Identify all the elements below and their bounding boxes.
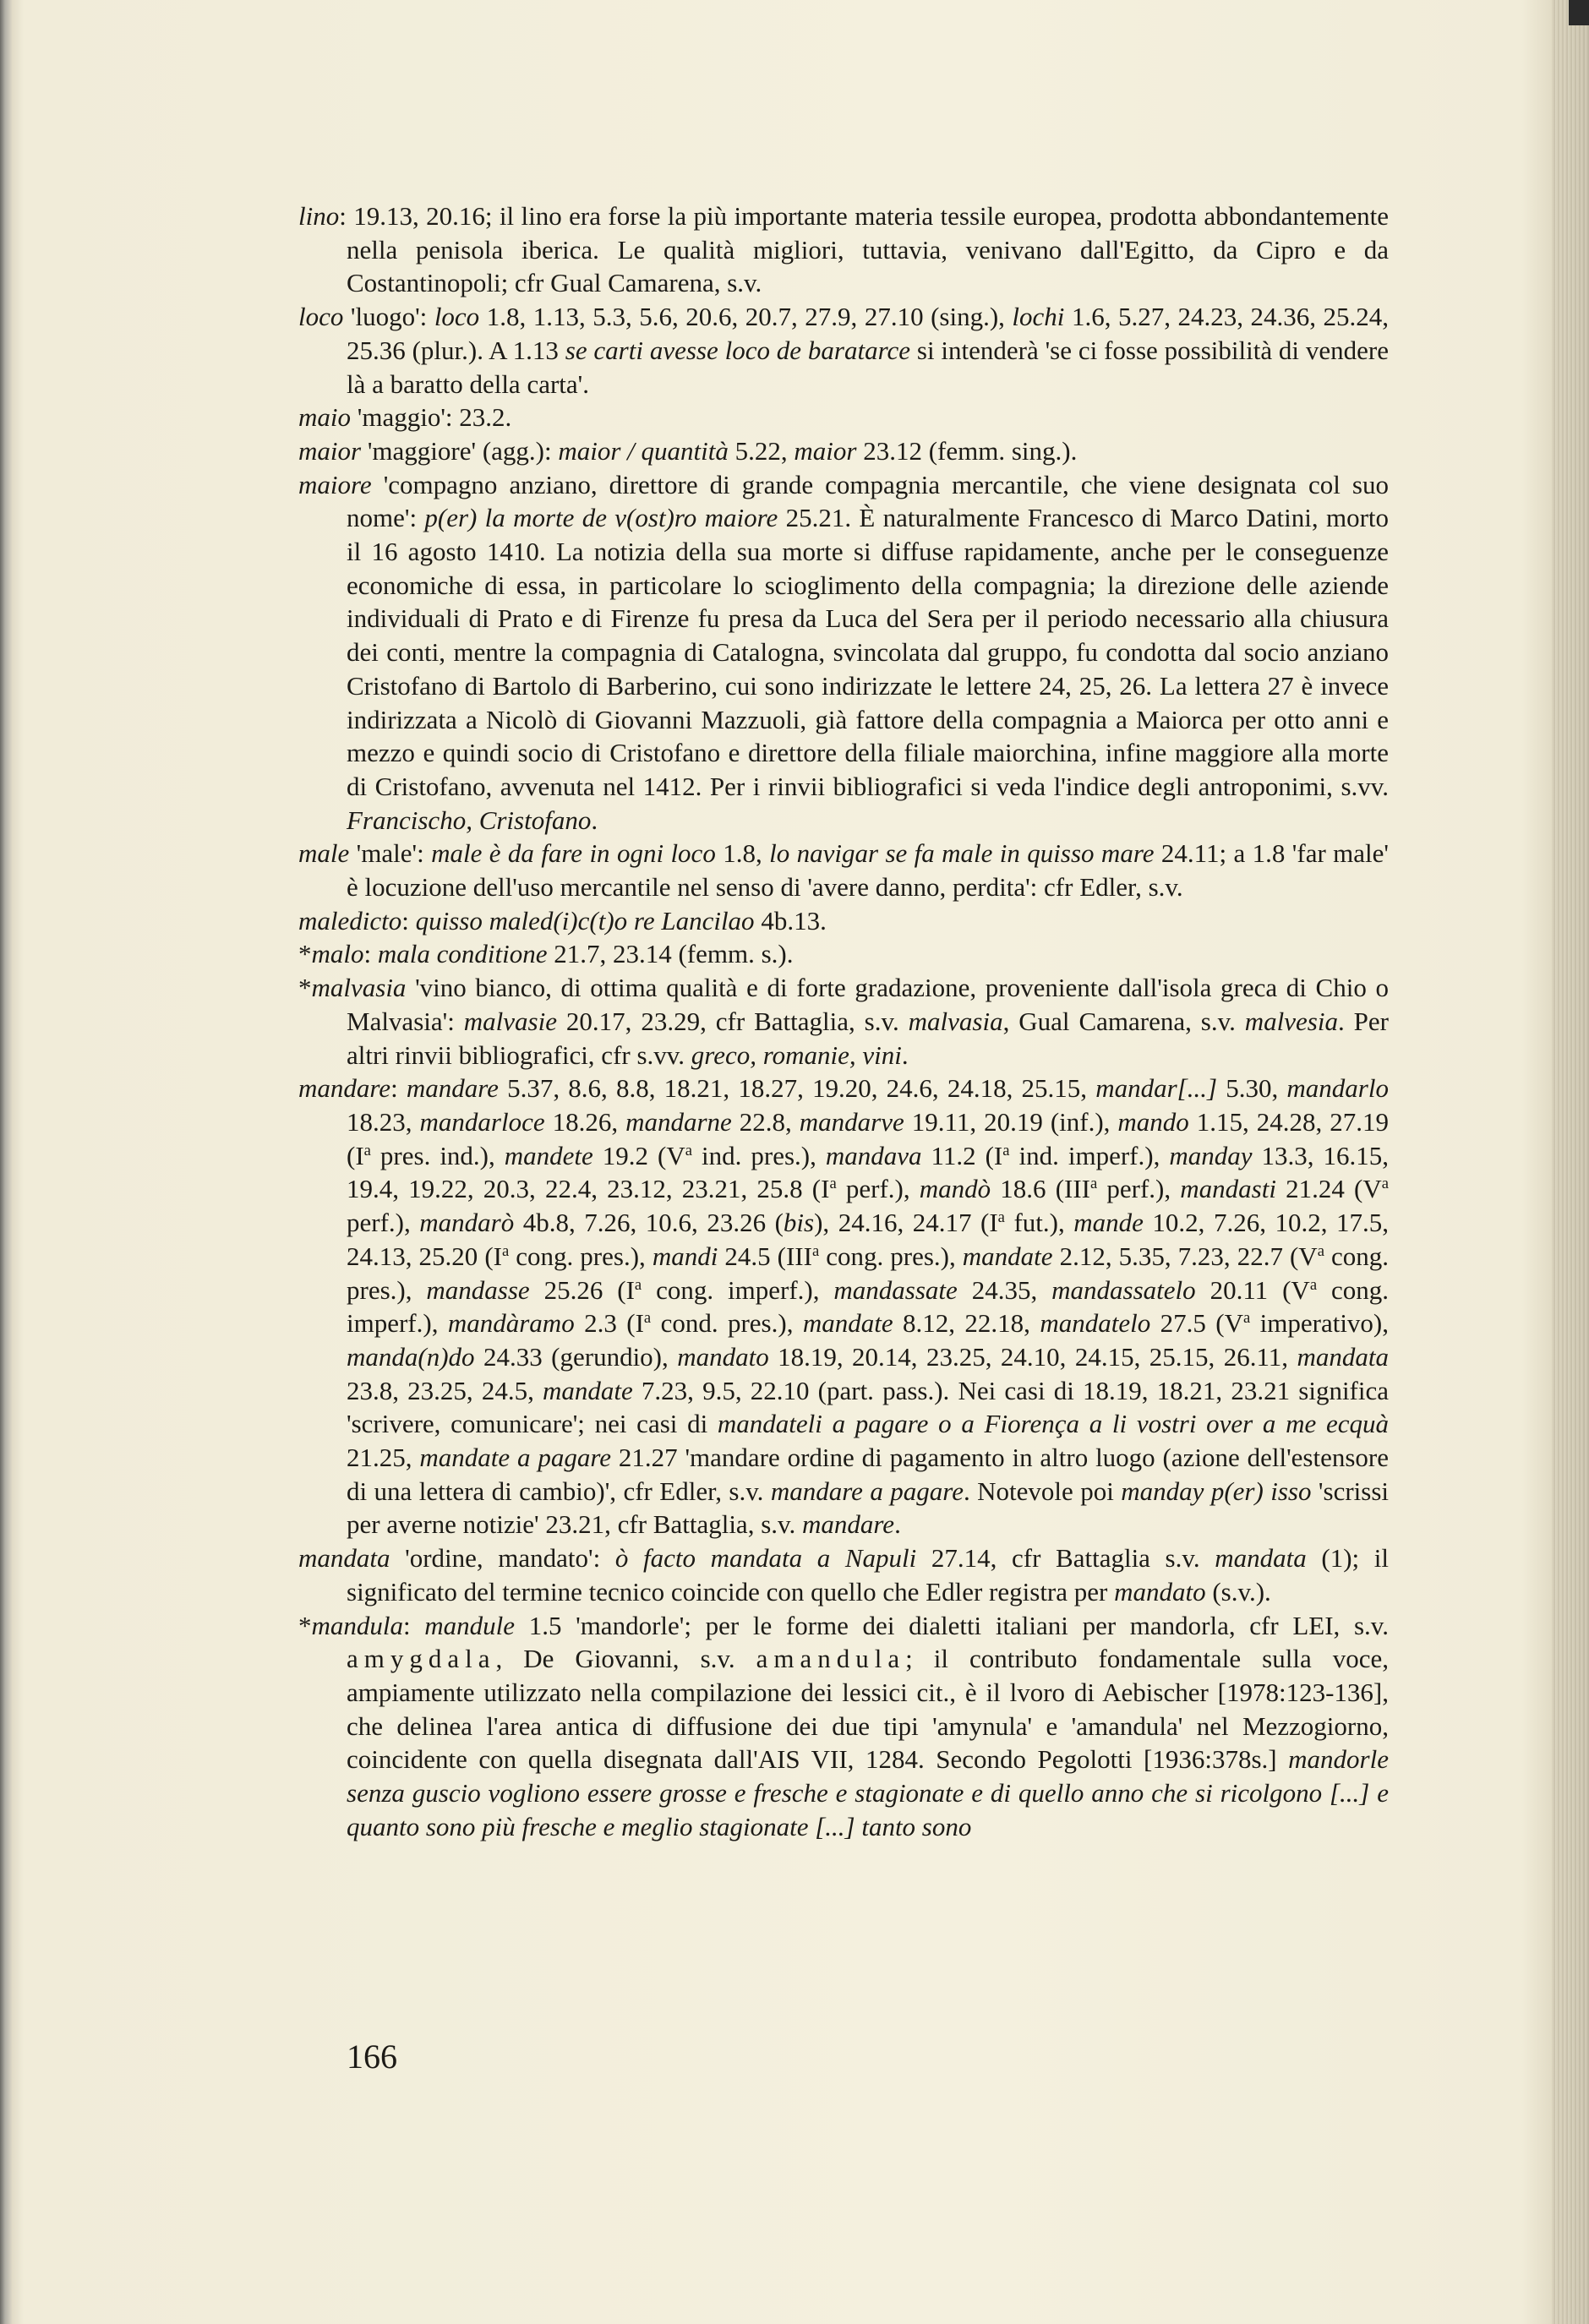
italic-text: maledicto (298, 905, 402, 936)
superscript: a (1381, 1175, 1389, 1193)
entry-text: 2.12, 5.35, 7.23, 22.7 (V (1052, 1241, 1318, 1271)
entry-text: 18.19, 20.14, 23.25, 24.10, 24.15, 25.15, 26.11, (768, 1341, 1297, 1372)
italic-text: mandassate (833, 1274, 958, 1305)
italic-text: mandule (424, 1610, 516, 1640)
italic-text: mandarloce (419, 1106, 545, 1137)
glossary-entry-maio (298, 401, 1389, 434)
entry-text: . (591, 805, 598, 835)
superscript: a (501, 1241, 510, 1260)
entry-text: 'maggio': 23.2. (351, 402, 512, 433)
italic-text: malvasia (908, 1006, 1003, 1036)
italic-text: greco, romanie, vini (691, 1039, 902, 1070)
page-binding-edge (0, 0, 12, 2324)
entry-text: imperativo), (1250, 1308, 1389, 1339)
entry-text: : 19.13, 20.16; il lino era forse la più importante materia tessile europea, prodotta abbondantemente nella penisola iberica. Le qualità migliori, tuttavia, venivano dall'Egitto, da Cipro e da Costantinopoli; cfr Gual Camarena, s.v. (339, 201, 1389, 298)
italic-text: se carti avesse loco de baratarce (565, 335, 911, 365)
entry-text: 24.33 (gerundio), (474, 1341, 678, 1372)
superscript: a (363, 1141, 371, 1159)
glossary-entry-lino (298, 199, 1389, 300)
italic-text: loco (434, 302, 480, 332)
italic-text: mandato (1114, 1576, 1206, 1607)
entry-text: : (390, 1073, 407, 1104)
entry-text: 18.6 (III (991, 1174, 1090, 1204)
entry-text: 27.14, cfr Battaglia s.v. (916, 1543, 1215, 1574)
glossary-entry-malvasia (298, 971, 1389, 1072)
italic-text: mandi (652, 1241, 718, 1271)
entry-text: ), 24.16, 24.17 (I (814, 1208, 998, 1238)
italic-text: mandasse (426, 1274, 530, 1305)
glossary-text-block (298, 199, 1389, 1843)
italic-text: mandate (802, 1308, 893, 1339)
italic-text: bis (783, 1208, 815, 1238)
entry-text: * (298, 939, 312, 969)
entry-text: 23.12 (femm. sing.). (856, 435, 1078, 466)
entry-text: 4b.13. (754, 905, 827, 936)
superscript: a (1242, 1309, 1251, 1328)
italic-text: malo (311, 939, 364, 969)
italic-text: mandateli a pagare o a Fiorença a li vostri over a me ecquà (717, 1409, 1389, 1439)
superscript: a (634, 1275, 642, 1294)
entry-text: amandula (756, 1644, 906, 1674)
italic-text: mandarne (625, 1106, 732, 1137)
italic-text: maior / quantità (558, 435, 729, 466)
entry-text: 7.23, 9.5, 22.10 (part. pass.). Nei casi di 18.19, 18.21, 23.21 significa 'scrivere, comunicare'; nei casi di (347, 1375, 1390, 1439)
italic-text: lino (298, 201, 340, 231)
entry-text: 25.26 (I (529, 1274, 635, 1305)
page-stack-edge (1552, 0, 1589, 2324)
italic-text: manday p(er) isso (1121, 1476, 1312, 1506)
italic-text: mandasti (1180, 1174, 1276, 1204)
italic-text: mandate (962, 1241, 1053, 1271)
glossary-entry-maior (298, 434, 1389, 468)
entry-text: 10.2, 7.26, 10.2, 17.5, 24.13, 25.20 (I (347, 1208, 1389, 1271)
entry-text: perf.), (347, 1208, 420, 1238)
italic-text: mandula (311, 1610, 403, 1640)
entry-text: 22.8, (731, 1106, 800, 1137)
page-number: 166 (347, 2038, 397, 2076)
italic-text: mandatelo (1040, 1308, 1151, 1339)
entry-text: cong. pres.), (509, 1241, 653, 1271)
italic-text: maio (298, 402, 351, 433)
superscript: a (1309, 1275, 1318, 1294)
entry-text: 'scrissi per averne notizie' 23.21, cfr Battaglia, s.v. (347, 1476, 1389, 1540)
entry-text: perf.), (836, 1174, 920, 1204)
italic-text: mandò (919, 1174, 991, 1204)
superscript: a (829, 1175, 837, 1193)
italic-text: mandare a pagare (770, 1476, 964, 1506)
entry-text: 5.22, (728, 435, 794, 466)
entry-text: 27.5 (V (1150, 1308, 1243, 1339)
entry-text: 5.30, (1217, 1073, 1287, 1104)
entry-text: 18.26, (544, 1106, 626, 1137)
entry-text: amygdala (347, 1644, 496, 1674)
italic-text: mandarlo (1286, 1073, 1389, 1104)
glossary-entry-mandare (298, 1072, 1389, 1541)
italic-text: mandate a pagare (419, 1443, 611, 1473)
italic-text: mala conditione (377, 939, 548, 969)
superscript: a (1002, 1141, 1010, 1159)
italic-text: p(er) la morte de v(ost)ro maiore (424, 503, 778, 533)
italic-text: male (298, 838, 350, 869)
italic-text: mandarve (799, 1106, 904, 1137)
italic-text: malvasie (463, 1006, 557, 1036)
entry-text: 24.11; a 1.8 'far male' è locuzione dell'uso mercantile nel senso di 'avere danno, perdita': cfr Edler, s.v. (347, 838, 1389, 903)
entry-text: cong. pres.), (819, 1241, 963, 1271)
superscript: a (685, 1141, 693, 1159)
entry-text: 13.3, 16.15, 19.4, 19.22, 20.3, 22.4, 23.12, 23.21, 25.8 (I (347, 1140, 1389, 1204)
entry-text: 2.3 (I (574, 1308, 644, 1339)
italic-text: mandare (298, 1073, 391, 1104)
entry-text: 'vino bianco, di ottima qualità e di forte gradazione, proveniente dall'isola greca di Chio o Malvasia': (347, 973, 1389, 1036)
italic-text: maior (794, 435, 857, 466)
entry-text: 5.37, 8.6, 8.8, 18.21, 18.27, 19.20, 24.6, 24.18, 25.15, (498, 1073, 1096, 1104)
entry-text: ind. pres.), (692, 1140, 826, 1170)
superscript: a (1317, 1241, 1324, 1260)
entry-text: 20.17, 23.29, cfr Battaglia, s.v. (556, 1006, 909, 1036)
glossary-entry-loco (298, 300, 1389, 401)
entry-text: cong. imperf.), (642, 1274, 834, 1305)
italic-text: mandorle senza guscio vogliono essere grosse e fresche e stagionate e di quello anno che si ricolgono [...] e quanto sono più fresche e meglio stagionate [...] tanto sono (347, 1744, 1389, 1841)
superscript: a (643, 1309, 652, 1328)
entry-text: , Gual Camarena, s.v. (1002, 1006, 1245, 1036)
entry-text: 1.6, 5.27, 24.23, 24.36, 25.24, 25.36 (plur.). A 1.13 (347, 302, 1389, 365)
glossary-entry-maiore (298, 468, 1389, 837)
glossary-entry-male (298, 837, 1389, 903)
superscript: a (1089, 1175, 1098, 1193)
entry-text: * (298, 1610, 312, 1640)
entry-text: (s.v.). (1205, 1576, 1271, 1607)
italic-text: mandàramo (447, 1308, 575, 1339)
italic-text: maiore (298, 469, 372, 499)
italic-text: lo navigar se fa male in quisso mare (769, 838, 1155, 869)
entry-text: 'male': (349, 838, 432, 869)
entry-text: 1.15, 24.28, 27.19 (I (347, 1106, 1390, 1170)
italic-text: malvesia (1244, 1006, 1338, 1036)
italic-text: mandava (825, 1140, 922, 1170)
italic-text: mandarò (419, 1208, 515, 1238)
glossary-entry-maledicto (298, 904, 1389, 938)
entry-text: 25.21. È naturalmente Francesco di Marco Datini, morto il 16 agosto 1410. La notizia della sua morte si diffuse rapidamente, anche per le conseguenze economiche di essa, in particolare lo scioglimento della compagnia; la direzione delle aziende individuali di Prato e di Firenze fu presa da Luca del Sera per il periodo necessario alla chiusura dei conti, mentre la compagnia di Catalogna, svincolata dal gruppo, fu condotta dal socio anziano Cristofano di Bartolo di Barberino, cui sono indirizzate le lettere 24, 25, 26. La lettera 27 è invece indirizzata a Nicolò di Giovanni Mazzuoli, già fattore della compagnia a Maiorca per otto anni e mezzo e quindi socio di Cristofano e direttore della filiale maiorchina, infine maggiore alla morte di Cristofano, avvenuta nel 1412. Per i rinvii bibliografici si veda l'indice degli antroponimi, s.vv. (347, 503, 1390, 801)
italic-text: manda(n)do (347, 1341, 475, 1372)
italic-text: mandata (1297, 1341, 1389, 1372)
entry-text: : (363, 939, 378, 969)
entry-text: cong. imperf.), (347, 1274, 1390, 1339)
glossary-entry-mandula (298, 1609, 1389, 1844)
italic-text: mandata (1215, 1543, 1307, 1574)
entry-text: . Notevole poi (963, 1476, 1122, 1506)
entry-text: cond. pres.), (651, 1308, 803, 1339)
glossary-entry-mandata (298, 1541, 1389, 1608)
italic-text: mandar[...] (1095, 1073, 1218, 1104)
entry-text: 'maggiore' (agg.): (361, 435, 559, 466)
italic-text: ò facto mandata a Napuli (614, 1543, 917, 1574)
entry-text: 20.11 (V (1195, 1274, 1310, 1305)
entry-text: 11.2 (I (921, 1140, 1003, 1170)
entry-text: 1.8, 1.13, 5.3, 5.6, 20.6, 20.7, 27.9, 27.10 (sing.), (479, 302, 1013, 332)
entry-text: , De Giovanni, s.v. (495, 1644, 756, 1674)
italic-text: Francischo, Cristofano (347, 805, 592, 835)
entry-text: 1.8, (715, 838, 770, 869)
entry-text: ind. imperf.), (1009, 1140, 1170, 1170)
italic-text: mandare (802, 1509, 895, 1540)
italic-text: mando (1117, 1106, 1189, 1137)
italic-text: mande (1073, 1208, 1144, 1238)
entry-text: 18.23, (347, 1106, 420, 1137)
entry-text: fut.), (1004, 1208, 1074, 1238)
entry-text: 19.11, 20.19 (inf.), (904, 1106, 1118, 1137)
entry-text: 'compagno anziano, direttore di grande compagnia mercantile, che viene designata col suo nome': (347, 469, 1389, 533)
italic-text: mandassatelo (1051, 1274, 1196, 1305)
entry-text: perf.), (1097, 1174, 1181, 1204)
entry-text: 21.25, (347, 1443, 420, 1473)
entry-text: 21.24 (V (1275, 1174, 1382, 1204)
superscript: a (997, 1208, 1005, 1226)
entry-text: ; il contributo fondamentale sulla voce, ampiamente utilizzato nella compilazione dei lessici cit., è il lvoro di Aebischer [1978:123-136], che delinea l'area antica di diffusione dei due tipi 'amynula' e 'amandula' nel Mezzogiorno, coincidente con quella disegnata dall'AIS VII, 1284. Secondo Pegolotti [1936:378s.] (347, 1644, 1389, 1775)
entry-text: 21.27 'mandare ordine di pagamento in altro luogo (azione dell'estensore di una lettera di cambio)', cfr Edler, s.v. (347, 1443, 1390, 1506)
entry-text: . (894, 1509, 901, 1540)
italic-text: manday (1169, 1140, 1253, 1170)
scan-background-corner (1569, 0, 1589, 25)
italic-text: maior (298, 435, 362, 466)
entry-text: 8.12, 22.18, (893, 1308, 1040, 1339)
superscript: a (811, 1241, 820, 1260)
entry-text: 'ordine, mandato': (390, 1543, 615, 1574)
entry-text: (1); il significato del termine tecnico coincide con quello che Edler registra per (347, 1543, 1389, 1607)
entry-text: 21.7, 23.14 (femm. s.). (547, 939, 794, 969)
entry-text: * (298, 973, 312, 1003)
entry-text: cong. pres.), (347, 1241, 1390, 1305)
entry-text: . (901, 1039, 909, 1070)
italic-text: mandate (543, 1375, 633, 1405)
entry-text: : (403, 1610, 425, 1640)
italic-text: lochi (1012, 302, 1065, 332)
entry-text: 4b.8, 7.26, 10.6, 23.26 ( (514, 1208, 784, 1238)
entry-text: 'luogo': (343, 302, 434, 332)
entry-text: 23.8, 23.25, 24.5, (347, 1375, 543, 1405)
entry-text: 19.2 (V (592, 1140, 685, 1170)
italic-text: quisso maled(i)c(t)o re Lancilao (415, 905, 755, 936)
italic-text: loco (298, 302, 344, 332)
italic-text: malvasia (311, 973, 407, 1003)
entry-text: si intenderà 'se ci fosse possibilità di vendere là a baratto della carta'. (347, 335, 1389, 399)
italic-text: mandare (406, 1073, 499, 1104)
entry-text: 24.5 (III (718, 1241, 812, 1271)
italic-text: male è da fare in ogni loco (431, 838, 716, 869)
entry-text: 1.5 'mandorle'; per le forme dei dialetti italiani per mandorla, cfr LEI, s.v. (515, 1610, 1389, 1640)
italic-text: mandata (298, 1543, 390, 1574)
italic-text: mandato (677, 1341, 769, 1372)
italic-text: mandete (504, 1140, 593, 1170)
entry-text: pres. ind.), (370, 1140, 505, 1170)
entry-text: : (401, 905, 416, 936)
glossary-entry-malo (298, 937, 1389, 971)
entry-text: . Per altri rinvii bibliografici, cfr s.vv. (347, 1006, 1389, 1070)
entry-text: 24.35, (957, 1274, 1052, 1305)
